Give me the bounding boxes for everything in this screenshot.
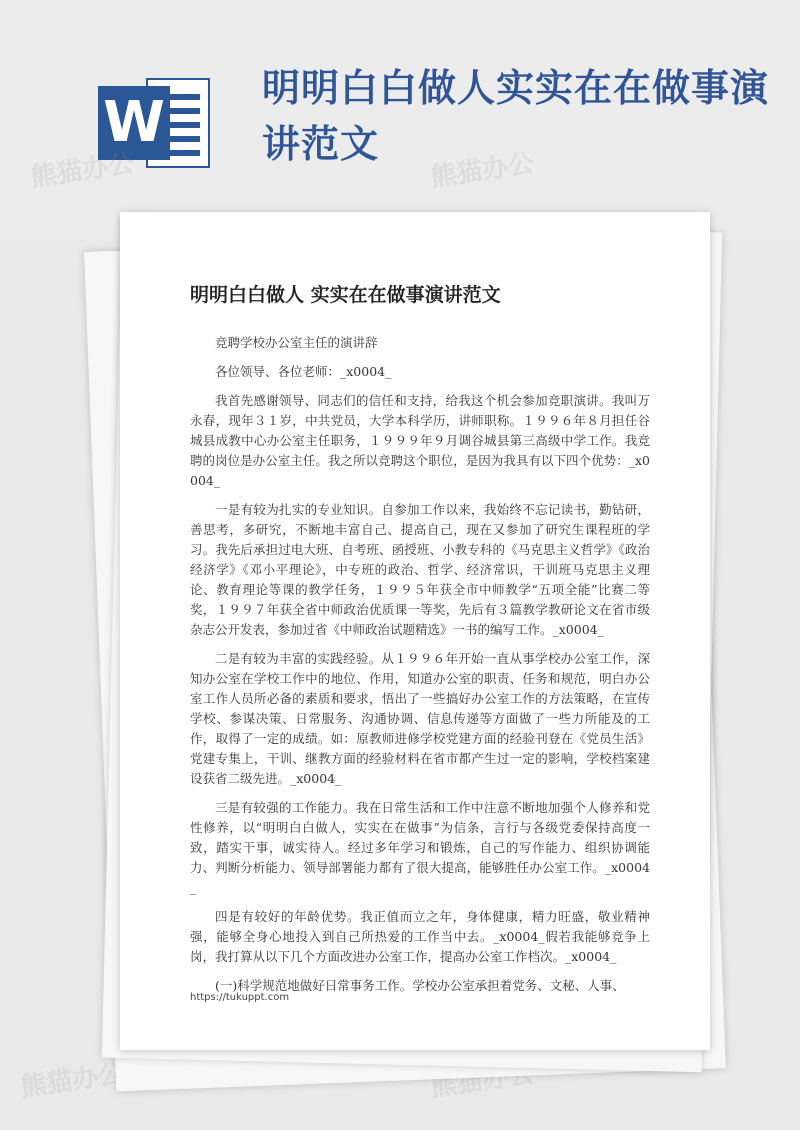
paragraph: 竞聘学校办公室主任的演讲辞 [215, 335, 378, 350]
paragraph: 我首先感谢领导、同志们的信任和支持，给我这个机会参加竞职演讲。我叫万永春，现年３１岁，中共党员，大学本科学历，讲师职称。１９９６年８月担任谷城县成教中心办公室主任职务，１９９９年９月调谷城县第三高级中学工作。我竞聘的岗位是办公室主任。我之所以竞聘这个职位，是因为我具有以下四个优势：_x0004_ [190, 393, 650, 488]
paragraph: 四是有较好的年龄优势。我正值而立之年，身体健康，精力旺盛，敬业精神强，能够全身心地投入到自己所热爱的工作当中去。_x0004_假若我能够竞争上岗，我打算从以下几个方面改进办公室工作，提高办公室工作档次。_x0004_ [190, 909, 650, 964]
paragraph: 二是有较为丰富的实践经验。从１９９６年开始一直从事学校办公室工作，深知办公室在学校工作中的地位、作用，知道办公室的职责、任务和规范，明白办公室工作人员所必备的素质和要求，悟出了一些搞好办公室工作的方法策略，在宣传学校、参谋决策、日常服务、沟通协调、信息传递等方面做了一些力所能及的工作，取得了一定的成绩。如：原教师进修学校党建方面的经验刊登在《党员生活》党建专集上，干训、继教方面的经验材料在省市都产生过一定的影响，学校档案建设获省二级先进。_x0004_ [190, 651, 650, 786]
watermark: 熊猫办公 [18, 1058, 126, 1104]
paragraph: 各位领导、各位老师：_x0004_ [215, 364, 392, 379]
footer-url[interactable]: https://tukuppt.com [190, 992, 290, 1003]
paragraph: (一)科学规范地做好日常事务工作。学校办公室承担着党务、文秘、人事、 [215, 978, 625, 993]
word-icon [98, 72, 214, 172]
document-heading: 明明白白做人 实实在在做事演讲范文 [190, 284, 501, 306]
paragraph: 三是有较强的工作能力。我在日常生活和工作中注意不断地加强个人修养和党性修养，以“明明白白做人，实实在在做事”为信条，言行与各级党委保持高度一致，踏实干事，诚实待人。经过多年学习和锻炼，自己的写作能力、组织协调能力、判断分析能力、领导部署能力都有了很大提高，能够胜任办公室工作。_x0004_ [190, 800, 650, 895]
watermark: 熊猫办公 [428, 1058, 536, 1104]
document-page [120, 212, 710, 1050]
document-body [190, 280, 650, 1005]
paragraph: 一是有较为扎实的专业知识。自参加工作以来，我始终不忘记读书，勤钻研，善思考，多研究，不断地丰富自己、提高自己，现在又参加了研究生课程班的学习。我先后承担过电大班、自考班、函授班、小教专科的《马克思主义哲学》《政治经济学》《邓小平理论》，中专班的政治、哲学、经济常识，干训班马克思主义理论、教育理论等课的教学任务，１９９５年获全市中师教学“五项全能”比赛二等奖，１９９７年获全省中师政治优质课一等奖，先后有３篇教学教研论文在省市级杂志公开发表，参加过省《中师政治试题精选》一书的编写工作。_x0004_ [190, 502, 650, 637]
page-title: 明明白白做人实实在在做事演讲范文 [262, 66, 770, 166]
word-icon-tile: W [98, 86, 170, 160]
